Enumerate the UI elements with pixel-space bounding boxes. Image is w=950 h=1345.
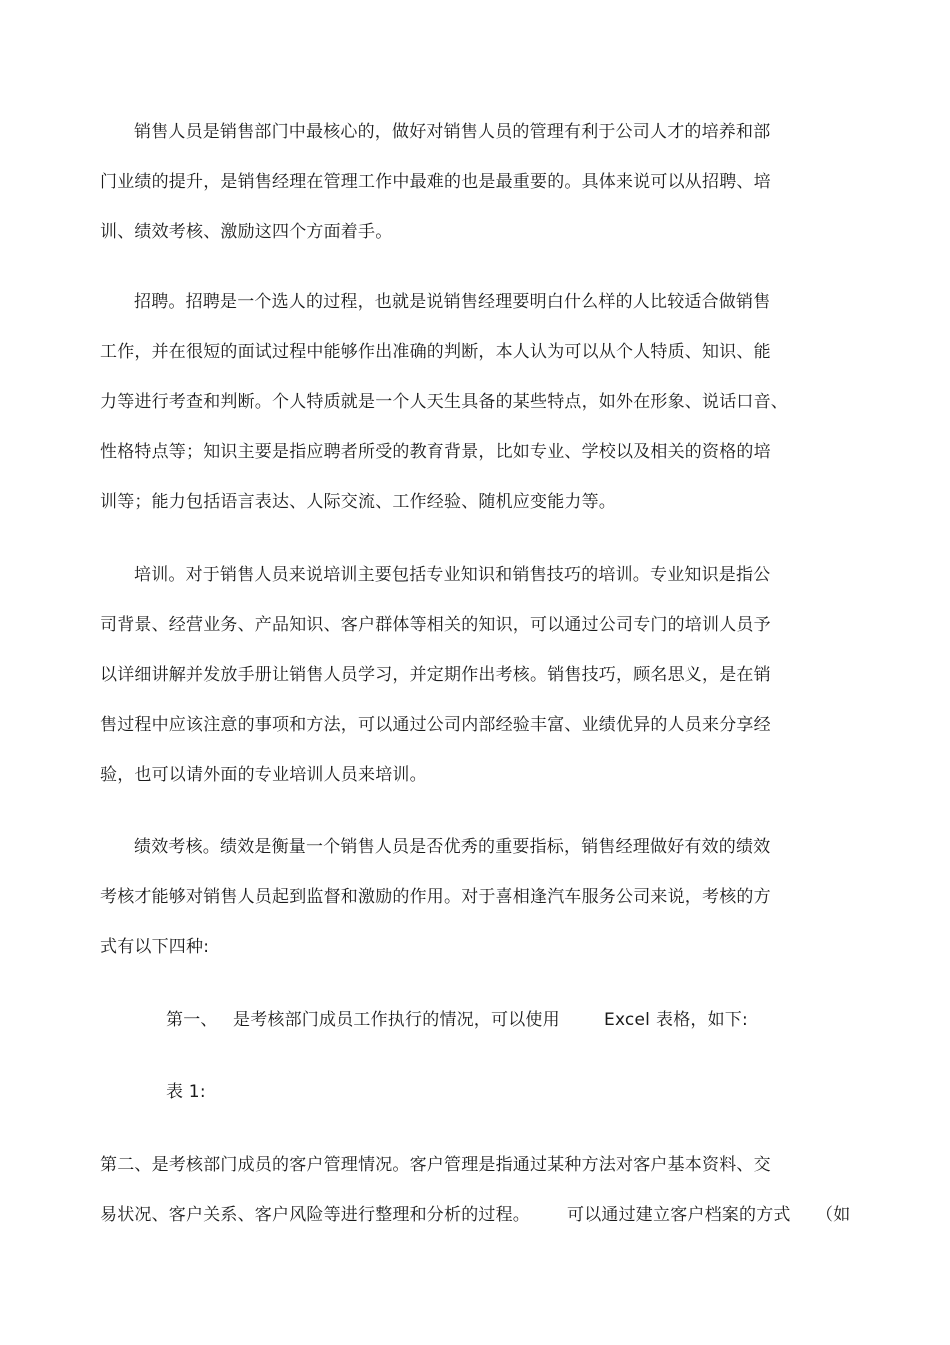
list-item-1-excel: Excel [604, 1010, 651, 1030]
paragraph-1-line-1: 销售人员是销售部门中最核心的，做好对销售人员的管理有利于公司人才的培养和部 [134, 122, 771, 142]
paragraph-5-line-1: 第二、是考核部门成员的客户管理情况。客户管理是指通过某种方法对客户基本资料、交 [100, 1155, 771, 1175]
paragraph-5-line-2 [100, 1203, 860, 1227]
list-item-1 [166, 1008, 806, 1032]
paragraph-4-line-3: 式有以下四种: [100, 937, 210, 957]
paragraph-5-line-2-seg-1: 易状况、客户关系、客户风险等进行整理和分析的过程。 [100, 1205, 530, 1225]
paragraph-5-line-2-seg-2: 可以通过建立客户档案的方式 [567, 1205, 791, 1225]
paragraph-3-line-2: 司背景、经营业务、产品知识、客户群体等相关的知识，可以通过公司专门的培训人员予 [100, 615, 771, 635]
paragraph-2-line-2: 工作，并在很短的面试过程中能够作出准确的判断，本人认为可以从个人特质、知识、能 [100, 342, 771, 362]
paragraph-3-line-1: 培训。对于销售人员来说培训主要包括专业知识和销售技巧的培训。专业知识是指公 [134, 565, 771, 585]
paragraph-2-line-1: 招聘。招聘是一个选人的过程，也就是说销售经理要明白什么样的人比较适合做销售 [134, 292, 771, 312]
list-item-1-text: 是考核部门成员工作执行的情况，可以使用 [233, 1010, 560, 1030]
paragraph-3-line-4: 售过程中应该注意的事项和方法，可以通过公司内部经验丰富、业绩优异的人员来分享经 [100, 715, 771, 735]
paragraph-4-line-2: 考核才能够对销售人员起到监督和激励的作用。对于喜相逢汽车服务公司来说，考核的方 [100, 887, 771, 907]
list-item-1-label: 第一、 [166, 1010, 218, 1030]
paragraph-2-line-5: 训等；能力包括语言表达、人际交流、工作经验、随机应变能力等。 [100, 492, 616, 512]
paragraph-5-line-2-seg-3: （如 [816, 1205, 851, 1225]
paragraph-1-line-3: 训、绩效考核、激励这四个方面着手。 [100, 222, 393, 242]
paragraph-1-line-2: 门业绩的提升，是销售经理在管理工作中最难的也是最重要的。具体来说可以从招聘、培 [100, 172, 771, 192]
paragraph-2-line-4: 性格特点等；知识主要是指应聘者所受的教育背景，比如专业、学校以及相关的资格的培 [100, 442, 771, 462]
paragraph-2-line-3: 力等进行考查和判断。个人特质就是一个人天生具备的某些特点，如外在形象、说话口音、 [100, 392, 788, 412]
table-caption: 表 1: [166, 1082, 206, 1102]
paragraph-3-line-3: 以详细讲解并发放手册让销售人员学习，并定期作出考核。销售技巧，顾名思义，是在销 [100, 665, 771, 685]
paragraph-4-line-1: 绩效考核。绩效是衡量一个销售人员是否优秀的重要指标，销售经理做好有效的绩效 [134, 837, 771, 857]
paragraph-3-line-5: 验，也可以请外面的专业培训人员来培训。 [100, 765, 427, 785]
list-item-1-tail: 表格，如下: [656, 1010, 748, 1030]
